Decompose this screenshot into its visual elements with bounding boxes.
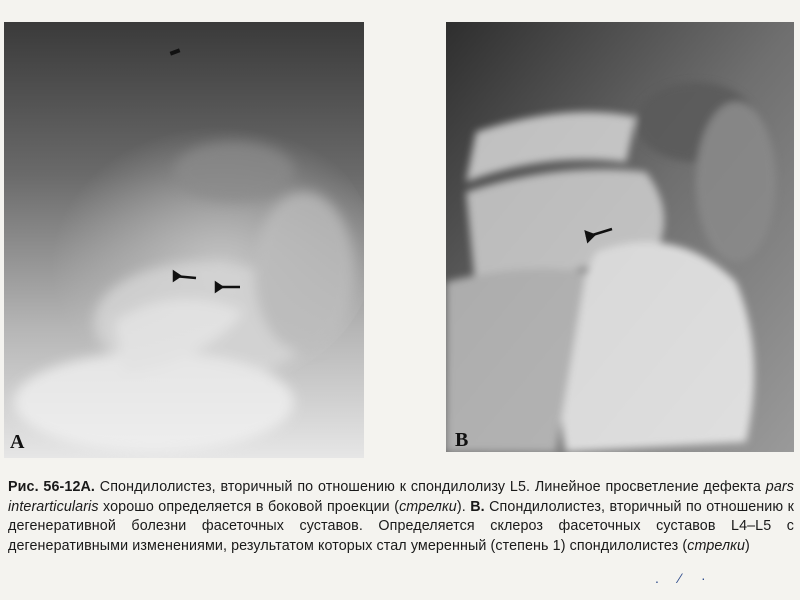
panel-label-b: B bbox=[455, 429, 469, 451]
caption-arrows-1: стрелки bbox=[399, 498, 457, 515]
xray-image-b bbox=[446, 22, 794, 452]
figure-number: Рис. 56-12A. bbox=[8, 479, 95, 495]
panel-label-a: A bbox=[10, 431, 25, 453]
caption-text-3: ). bbox=[456, 498, 471, 515]
caption-text-4: Спондилолистез, вторичный по отношению к дегенеративной болезни фасеточных суставов. Определяется склероз фасеточных суставов L4–L5 с дегенеративными изменениями, результатом которых стал умеренный (степень 1) спондилолистез ( bbox=[8, 498, 794, 554]
figure-caption bbox=[8, 478, 794, 556]
caption-text-2: хорошо определяется в боковой проекции ( bbox=[98, 498, 400, 515]
caption-letter-b: B. bbox=[470, 498, 485, 515]
caption-term: pars interarticularis bbox=[8, 479, 794, 515]
xray-panel-b bbox=[446, 22, 794, 452]
xray-panel-a bbox=[4, 22, 364, 458]
scan-artifact: . ⁄ · bbox=[655, 570, 714, 586]
caption-text-1: Спондилолистез, вторичный по отношению к спондилолизу L5. Линейное просветление дефекта bbox=[95, 479, 766, 495]
caption-text-5: ) bbox=[745, 537, 750, 554]
xray-image-a bbox=[4, 22, 364, 458]
caption-arrows-2: стрелки bbox=[687, 537, 746, 554]
